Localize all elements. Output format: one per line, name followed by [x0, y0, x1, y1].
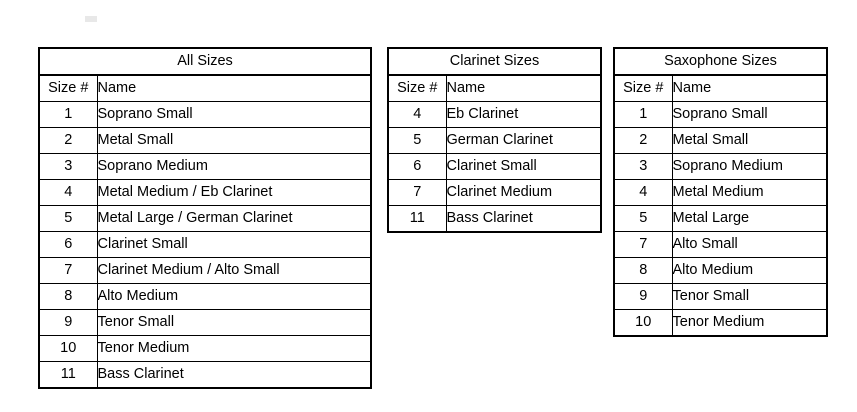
cell-size: 5: [388, 128, 446, 154]
cell-size: 5: [39, 206, 97, 232]
cell-name: Tenor Medium: [672, 310, 827, 337]
cell-size: 7: [39, 258, 97, 284]
table-row: [388, 206, 601, 233]
table-row: [39, 232, 371, 258]
cell-size: 8: [39, 284, 97, 310]
cell-name: Tenor Small: [672, 284, 827, 310]
cell-size: 7: [388, 180, 446, 206]
cell-name: Bass Clarinet: [97, 362, 371, 389]
cell-size: 5: [614, 206, 672, 232]
cell-size: 2: [39, 128, 97, 154]
table-row: [388, 102, 601, 128]
cell-name: Bass Clarinet: [446, 206, 601, 233]
cell-size: 7: [614, 232, 672, 258]
table-row: [39, 310, 371, 336]
cell-size: 10: [614, 310, 672, 337]
cell-name: German Clarinet: [446, 128, 601, 154]
cell-size: 1: [39, 102, 97, 128]
cell-name: Metal Medium: [672, 180, 827, 206]
cell-size: 4: [388, 102, 446, 128]
cell-size: 2: [614, 128, 672, 154]
cell-name: Tenor Medium: [97, 336, 371, 362]
table-row: [39, 206, 371, 232]
cell-name: Soprano Small: [672, 102, 827, 128]
table-all-sizes: [38, 47, 372, 389]
cell-name: Soprano Medium: [672, 154, 827, 180]
cell-name: Clarinet Small: [446, 154, 601, 180]
column-header-size: Size #: [39, 75, 97, 102]
table-row: [39, 336, 371, 362]
table-title: All Sizes: [39, 48, 371, 75]
table-row: [39, 102, 371, 128]
cell-size: 11: [39, 362, 97, 389]
cell-name: Alto Medium: [672, 258, 827, 284]
table-row: [39, 180, 371, 206]
table-title-row: [39, 48, 371, 75]
cell-size: 8: [614, 258, 672, 284]
table-row: [614, 258, 827, 284]
table-title: Clarinet Sizes: [388, 48, 601, 75]
table-row: [39, 362, 371, 389]
cell-size: 10: [39, 336, 97, 362]
table-header-row: [614, 75, 827, 102]
cell-name: Clarinet Medium / Alto Small: [97, 258, 371, 284]
page-artifact-mark: [85, 16, 97, 22]
table-row: [388, 128, 601, 154]
cell-size: 9: [614, 284, 672, 310]
cell-size: 1: [614, 102, 672, 128]
cell-name: Clarinet Medium: [446, 180, 601, 206]
cell-name: Metal Large / German Clarinet: [97, 206, 371, 232]
table-row: [388, 154, 601, 180]
column-header-name: Name: [97, 75, 371, 102]
cell-size: 3: [39, 154, 97, 180]
cell-size: 6: [388, 154, 446, 180]
cell-name: Metal Small: [672, 128, 827, 154]
table-row: [614, 102, 827, 128]
cell-name: Alto Medium: [97, 284, 371, 310]
cell-size: 3: [614, 154, 672, 180]
cell-name: Tenor Small: [97, 310, 371, 336]
table-row: [614, 284, 827, 310]
cell-size: 9: [39, 310, 97, 336]
cell-size: 6: [39, 232, 97, 258]
cell-name: Alto Small: [672, 232, 827, 258]
table-row: [39, 154, 371, 180]
cell-size: 11: [388, 206, 446, 233]
cell-size: 4: [614, 180, 672, 206]
cell-name: Soprano Small: [97, 102, 371, 128]
tables-container: [38, 47, 828, 389]
table-header-row: [39, 75, 371, 102]
cell-name: Metal Medium / Eb Clarinet: [97, 180, 371, 206]
table-row: [39, 258, 371, 284]
table-row: [614, 180, 827, 206]
table-row: [39, 284, 371, 310]
table-row: [614, 154, 827, 180]
table-row: [614, 128, 827, 154]
cell-size: 4: [39, 180, 97, 206]
table-header-row: [388, 75, 601, 102]
table-title-row: [614, 48, 827, 75]
table-row: [39, 128, 371, 154]
cell-name: Metal Large: [672, 206, 827, 232]
column-header-name: Name: [672, 75, 827, 102]
column-header-name: Name: [446, 75, 601, 102]
table-row: [614, 232, 827, 258]
table-saxophone-sizes: [613, 47, 828, 337]
table-title: Saxophone Sizes: [614, 48, 827, 75]
column-header-size: Size #: [614, 75, 672, 102]
table-row: [614, 206, 827, 232]
cell-name: Eb Clarinet: [446, 102, 601, 128]
table-row: [614, 310, 827, 337]
cell-name: Clarinet Small: [97, 232, 371, 258]
table-clarinet-sizes: [387, 47, 602, 233]
cell-name: Metal Small: [97, 128, 371, 154]
table-title-row: [388, 48, 601, 75]
cell-name: Soprano Medium: [97, 154, 371, 180]
column-header-size: Size #: [388, 75, 446, 102]
table-row: [388, 180, 601, 206]
